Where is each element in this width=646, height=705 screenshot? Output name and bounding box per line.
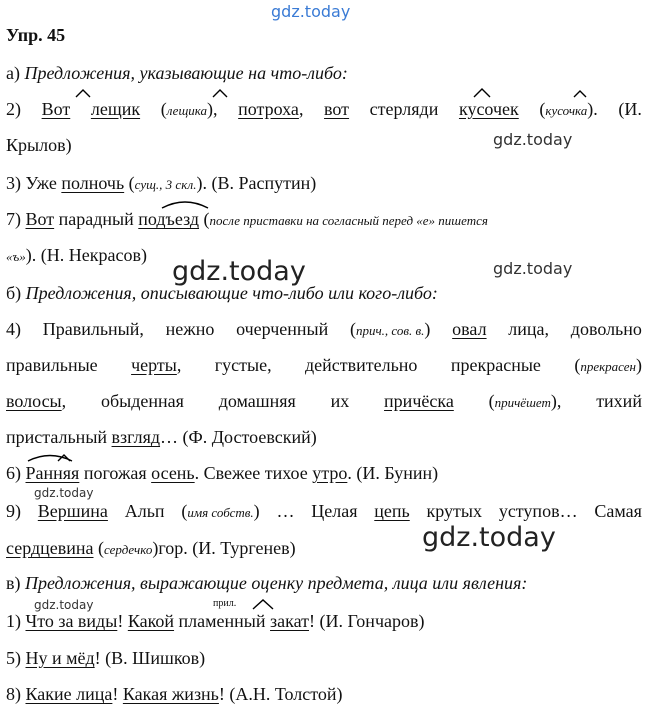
punct: ) <box>253 501 260 521</box>
note: причёшет <box>494 395 551 410</box>
word: Правильный, <box>42 319 144 339</box>
word: уступов… <box>498 501 578 521</box>
underlined-word: Какой <box>127 611 175 631</box>
sentence-number: 9) <box>6 501 21 521</box>
punct: ( <box>539 99 546 119</box>
exercise-title: Упр. 45 <box>6 25 66 45</box>
note: сердечко <box>104 542 153 557</box>
underlined-word: осень <box>151 463 195 483</box>
watermark: gdz.today <box>34 486 94 500</box>
underlined-word: полночь <box>61 173 125 193</box>
attribution: )гор. (И. Тургенев) <box>152 538 296 558</box>
watermark: gdz.today <box>172 256 306 287</box>
underlined-word: кусочек <box>458 99 519 119</box>
suffix-mark <box>76 90 90 97</box>
punct: ( <box>488 391 495 411</box>
punct: ( <box>160 99 167 119</box>
punct: ). <box>587 99 598 119</box>
underlined-word: овал <box>452 319 487 339</box>
suffix-mark <box>213 90 227 97</box>
punct: ) <box>424 319 431 339</box>
note: сущ., 3 скл. <box>134 177 197 192</box>
punct: ( <box>574 355 581 375</box>
note: прич., сов. в. <box>355 323 425 338</box>
attribution: ). (В. Распутин) <box>196 173 317 193</box>
underlined-word: Что за виды <box>25 611 118 631</box>
underlined-word: вот <box>324 99 350 119</box>
section-letter: б) <box>6 283 22 303</box>
note: прекрасен <box>580 359 636 374</box>
punct: ( <box>203 209 210 229</box>
punct: , <box>61 391 67 411</box>
section-letter: а) <box>6 63 20 83</box>
note: кусочка <box>545 103 588 118</box>
punct: ( <box>181 501 188 521</box>
underlined-word: цепь <box>374 501 410 521</box>
note: имя собств. <box>187 505 254 520</box>
root-arc <box>162 202 208 208</box>
punct: ), <box>550 391 562 411</box>
watermark: gdz.today <box>422 522 556 553</box>
note: «ъ» <box>6 249 26 264</box>
suffix-mark <box>253 600 273 609</box>
sentence-number: 3) <box>6 173 21 193</box>
word: Альп <box>124 501 165 521</box>
watermark: gdz.today <box>34 598 94 612</box>
underlined-word: взгляд <box>111 427 161 447</box>
word: парадный <box>58 209 134 229</box>
attribution: ). (Н. Некрасов) <box>25 245 147 265</box>
note: лещика <box>166 103 208 118</box>
word: крутых <box>426 501 483 521</box>
underlined-word: лещик <box>90 99 141 119</box>
word: … <box>276 501 295 521</box>
watermark: gdz.today <box>493 130 573 149</box>
sentence-number: 1) <box>6 611 21 631</box>
sentence-number: 7) <box>6 209 21 229</box>
word: тихий <box>596 391 642 411</box>
sentence-number: 2) <box>6 99 21 119</box>
suffix-mark <box>574 91 586 97</box>
section-heading-text: Предложения, выражающие оценку предмета, лица или явления: <box>25 573 528 593</box>
word: Уже <box>25 173 57 193</box>
underlined-word: потроха <box>238 99 299 119</box>
punct: ! <box>112 684 119 704</box>
word: довольно <box>570 319 642 339</box>
word: Целая <box>311 501 358 521</box>
word: стерляди <box>369 99 439 119</box>
watermark: gdz.today <box>271 2 351 21</box>
word: правильные <box>6 355 98 375</box>
word: лица, <box>508 319 550 339</box>
underlined-word: Вершина <box>37 501 108 521</box>
word: домашняя <box>218 391 296 411</box>
section-letter: в) <box>6 573 21 593</box>
word: прекрасные <box>450 355 541 375</box>
suffix-mark <box>474 89 490 97</box>
underlined-word: Вот <box>25 209 55 229</box>
punct: ( <box>128 173 135 193</box>
sentence-number: 8) <box>6 684 21 704</box>
attribution: ! (В. Шишков) <box>94 648 206 668</box>
underlined-word: черты <box>131 355 177 375</box>
underlined-word: закат <box>270 611 309 631</box>
word: очерченный <box>236 319 329 339</box>
sentence-number: 4) <box>6 319 21 339</box>
word: пламенный <box>178 611 266 631</box>
word: густые, <box>214 355 272 375</box>
attribution: . (И. Бунин) <box>347 463 439 483</box>
word: погожая <box>83 463 147 483</box>
attribution: (И. <box>618 99 642 119</box>
punct: ( <box>349 319 356 339</box>
underlined-word: Какие лица <box>25 684 113 704</box>
watermark: gdz.today <box>493 259 573 278</box>
punct: ) <box>635 355 642 375</box>
underlined-word: волосы <box>6 391 62 411</box>
underlined-word: утро <box>312 463 348 483</box>
underlined-word: Вот <box>41 99 71 119</box>
punct: ( <box>98 538 104 558</box>
word: пристальный <box>6 427 108 447</box>
sentence-number: 5) <box>6 648 21 668</box>
underlined-word: подъезд <box>138 209 200 229</box>
note: после приставки на согласный перед «е» пишется <box>209 213 488 228</box>
attribution: ! (И. Гончаров) <box>309 611 425 631</box>
punct: , <box>298 99 304 119</box>
section-heading-text: Предложения, описывающие что-либо или кого-либо: <box>25 283 438 303</box>
underlined-word: Ранняя <box>25 463 80 483</box>
word: нежно <box>165 319 215 339</box>
section-heading-text: Предложения, указывающие на что-либо: <box>24 63 348 83</box>
part-of-speech-label: прил. <box>213 598 237 609</box>
word: действительно <box>304 355 418 375</box>
word: . Свежее тихое <box>194 463 308 483</box>
punct: ! <box>117 611 124 631</box>
word: обыденная <box>100 391 184 411</box>
underlined-word: Какая жизнь <box>122 684 219 704</box>
underlined-word: сердцевина <box>6 538 94 558</box>
underlined-word: причёска <box>384 391 454 411</box>
attribution: ! (А.Н. Толстой) <box>218 684 343 704</box>
underlined-word: Ну и мёд <box>25 648 95 668</box>
sentence-number: 6) <box>6 463 21 483</box>
word: их <box>330 391 350 411</box>
attribution: … (Ф. Достоевский) <box>160 427 317 447</box>
sentence-2-line2: Крылов) <box>6 135 72 155</box>
punct: , <box>176 355 182 375</box>
word: Самая <box>594 501 642 521</box>
punct: ), <box>207 99 218 119</box>
